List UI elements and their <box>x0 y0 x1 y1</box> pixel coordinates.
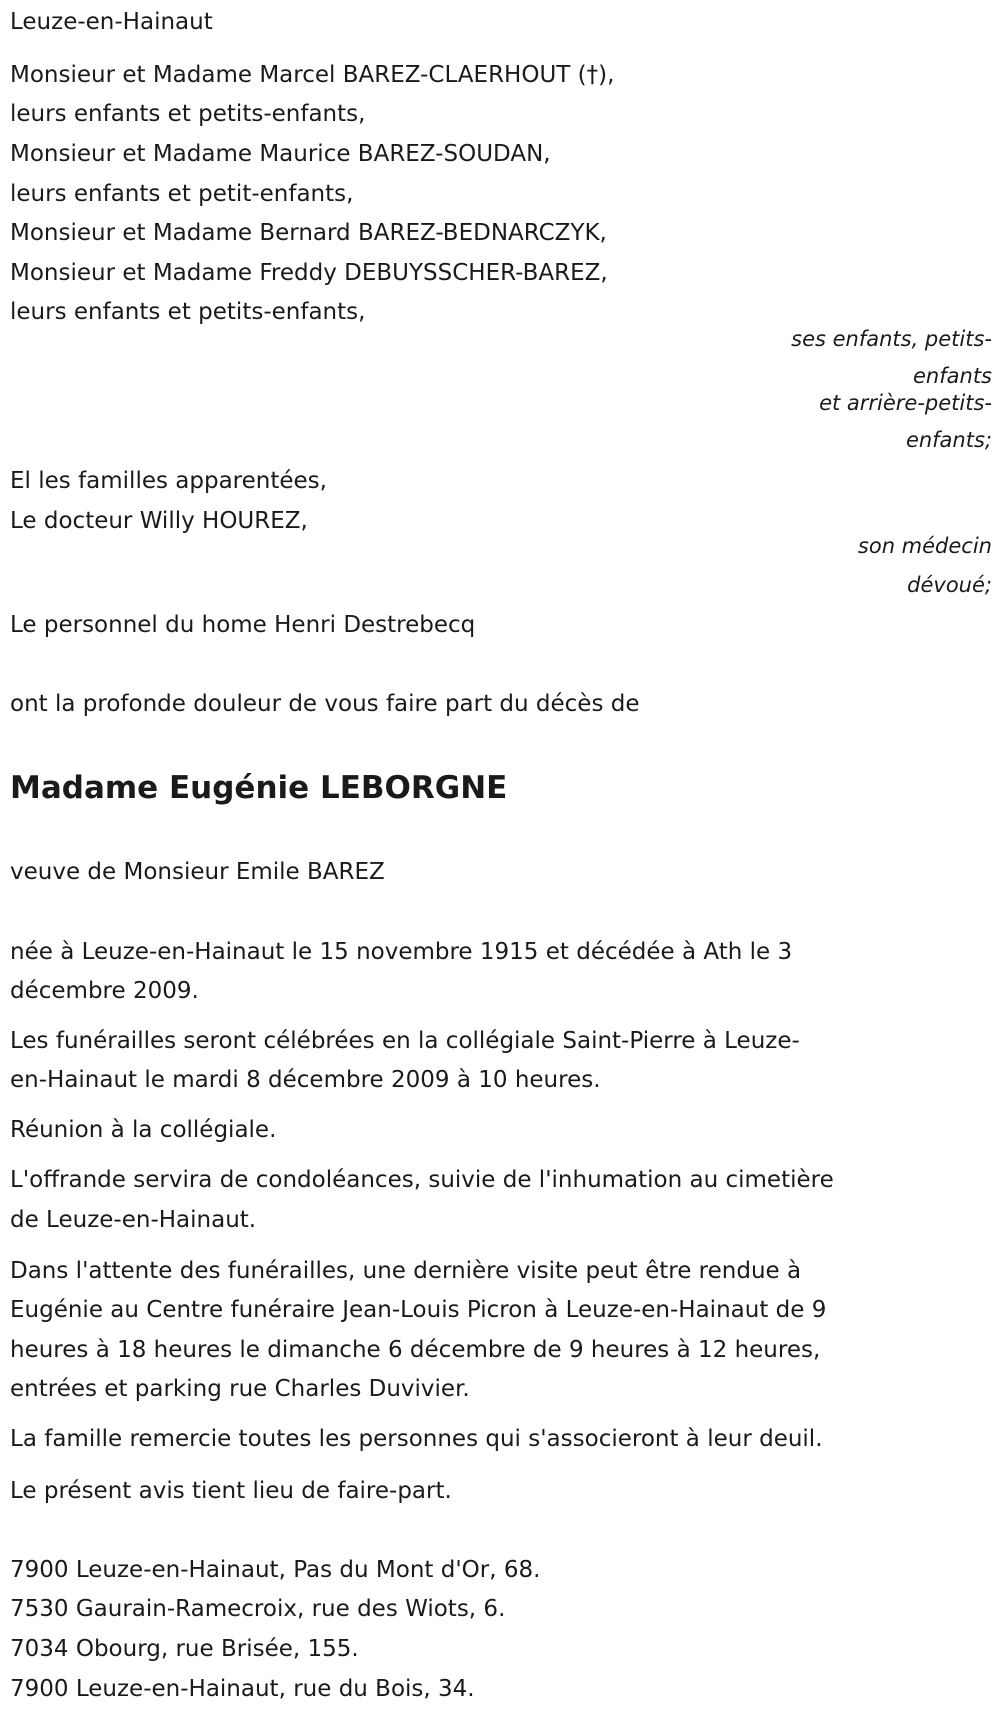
paragraph-line: de Leuze-en-Hainaut. <box>10 1207 257 1233</box>
widow-of: veuve de Monsieur Emile BAREZ <box>10 859 385 885</box>
announcement: ont la profonde douleur de vous faire part du décès de <box>10 691 640 717</box>
deceased-name: Madame Eugénie LEBORGNE <box>10 770 508 806</box>
paragraph-line: L'offrande servira de condoléances, suivie de l'inhumation au cimetière <box>10 1167 834 1193</box>
doctor-note: dévoué; <box>907 573 992 597</box>
paragraph-line: née à Leuze-en-Hainaut le 15 novembre 1915 et décédée à Ath le 3 <box>10 939 793 965</box>
address: 7530 Gaurain-Ramecroix, rue des Wiots, 6. <box>10 1596 506 1622</box>
family-line: leurs enfants et petits-enfants, <box>10 299 366 325</box>
paragraph-line: Le présent avis tient lieu de faire-part. <box>10 1478 452 1504</box>
family-note: enfants <box>913 364 992 388</box>
family-note: et arrière-petits- <box>819 391 992 415</box>
doctor-note: son médecin <box>857 534 992 558</box>
address: 7900 Leuze-en-Hainaut, Pas du Mont d'Or, 68. <box>10 1557 541 1583</box>
family-line: Monsieur et Madame Marcel BAREZ-CLAERHOUT (†), <box>10 62 615 88</box>
paragraph-line: La famille remercie toutes les personnes qui s'associeront à leur deuil. <box>10 1426 823 1452</box>
paragraph-line: en-Hainaut le mardi 8 décembre 2009 à 10 heures. <box>10 1067 601 1093</box>
paragraph-line: Eugénie au Centre funéraire Jean-Louis Picron à Leuze-en-Hainaut de 9 <box>10 1297 827 1323</box>
paragraph-line: heures à 18 heures le dimanche 6 décembre de 9 heures à 12 heures, <box>10 1337 821 1363</box>
staff: Le personnel du home Henri Destrebecq <box>10 612 476 638</box>
family-note: enfants; <box>905 428 992 452</box>
paragraph-line: Dans l'attente des funérailles, une dernière visite peut être rendue à <box>10 1258 802 1284</box>
family-line: leurs enfants et petits-enfants, <box>10 101 366 127</box>
address: 7034 Obourg, rue Brisée, 155. <box>10 1636 359 1662</box>
family-line: Monsieur et Madame Freddy DEBUYSSCHER-BAREZ, <box>10 260 608 286</box>
address: 7900 Leuze-en-Hainaut, rue du Bois, 34. <box>10 1676 475 1702</box>
paragraph-line: Les funérailles seront célébrées en la collégiale Saint-Pierre à Leuze- <box>10 1028 800 1054</box>
place: Leuze-en-Hainaut <box>10 9 213 35</box>
family-line: leurs enfants et petit-enfants, <box>10 181 354 207</box>
family-line: Monsieur et Madame Maurice BAREZ-SOUDAN, <box>10 141 551 167</box>
doctor: Le docteur Willy HOUREZ, <box>10 508 308 534</box>
paragraph-line: décembre 2009. <box>10 978 199 1004</box>
relatives: El les familles apparentées, <box>10 468 327 494</box>
family-note: ses enfants, petits- <box>791 327 992 351</box>
paragraph-line: Réunion à la collégiale. <box>10 1117 277 1143</box>
paragraph-line: entrées et parking rue Charles Duvivier. <box>10 1376 470 1402</box>
family-line: Monsieur et Madame Bernard BAREZ-BEDNARCZYK, <box>10 220 607 246</box>
